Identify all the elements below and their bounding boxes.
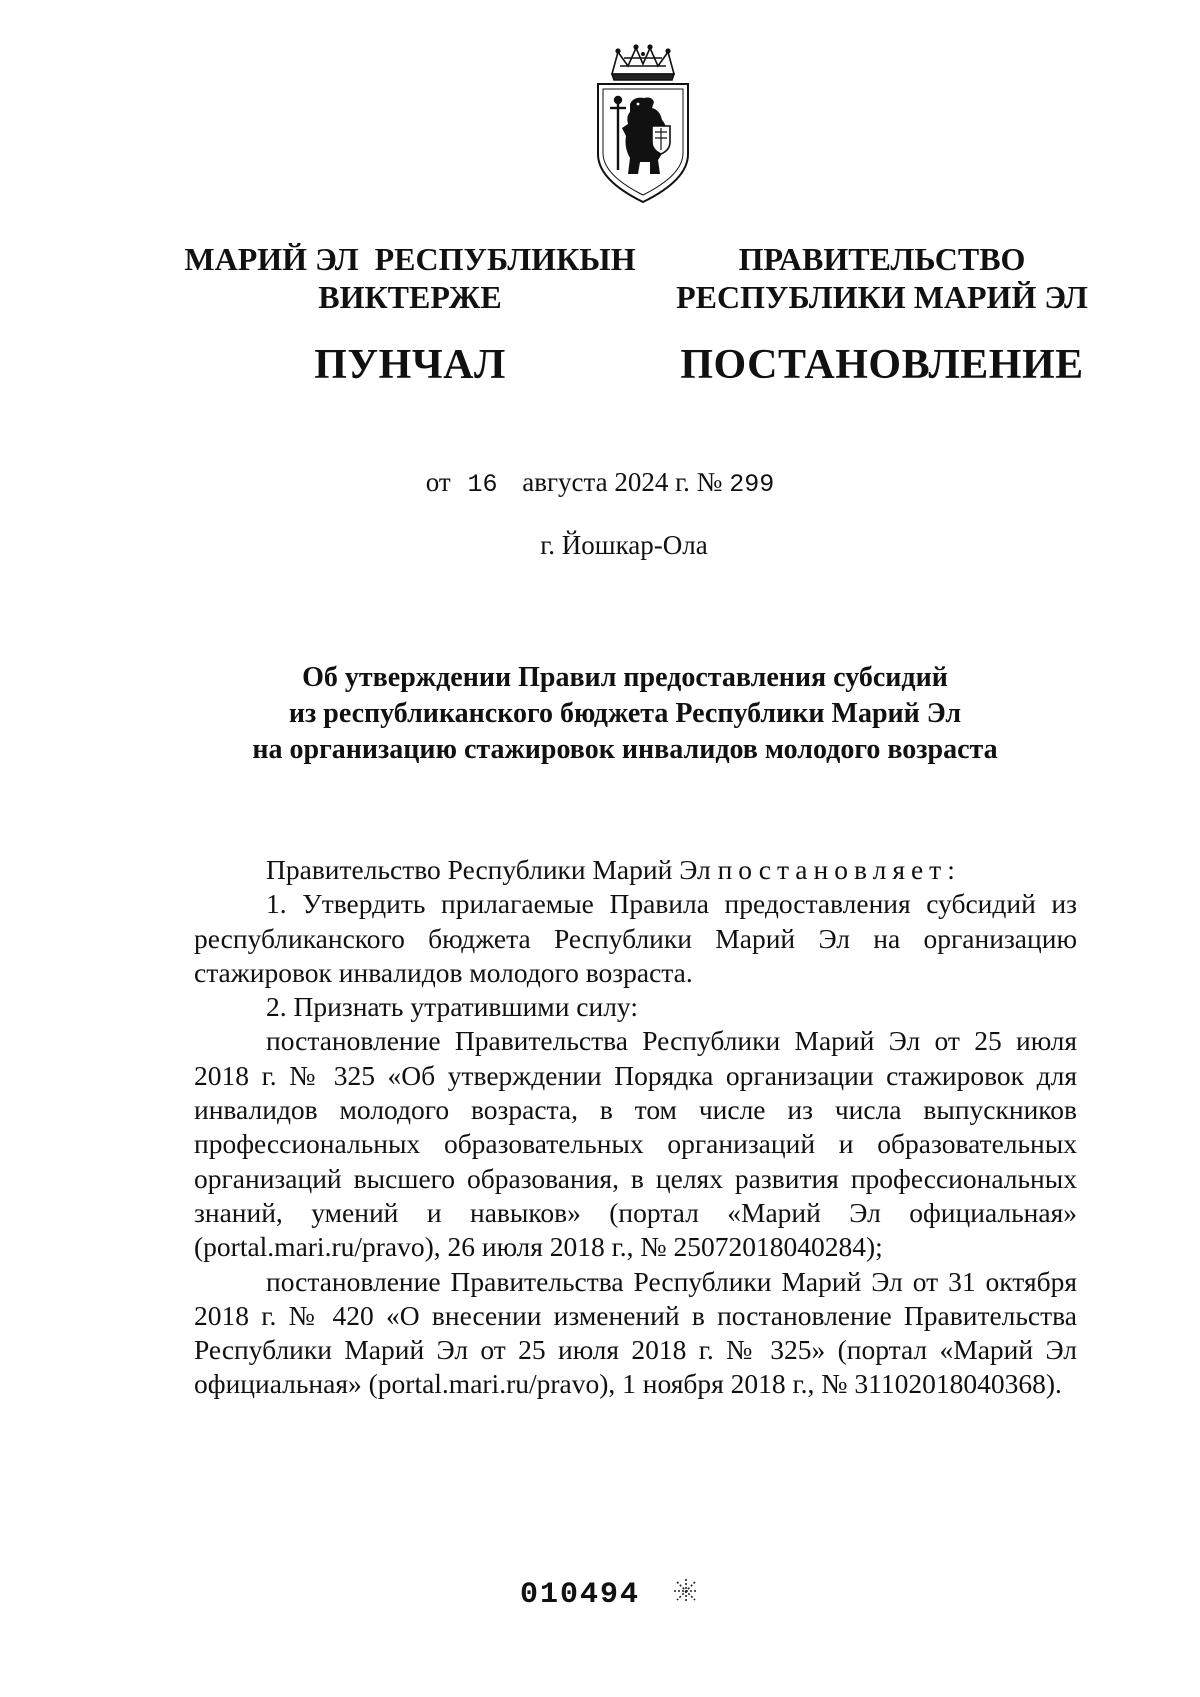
document-title [190,660,1060,768]
intro-resolves: постановляет [717,854,948,885]
date-day: 16 [467,470,498,499]
header-mari-title: ПУНЧАЛ [314,342,506,388]
header-russian-line1: ПРАВИТЕЛЬСТВО [738,241,1026,277]
paragraph-4: постановление Правительства Республики Марий Эл от 31 октября 2018 г. № 420 «О внесении изменений в постановление Правительства Республики Марий Эл от 25 июля 2018 г. № 325» (портал «Марий Эл официальная» (portal.mari.ru/pravo), 1 ноября 2018 г., № 31102018040368). [194,1265,1077,1400]
document-date-line [0,467,1200,499]
intro-paragraph [194,853,1077,887]
header-mari [170,240,650,390]
city: г. Йошкар-Ола [540,530,708,560]
document-body [194,853,1077,1402]
intro-start: Правительство Республики Марий Эл [266,854,711,885]
title-line: Об утверждении Правил предоставления субсидий [302,662,948,693]
title-line: на организацию стажировок инвалидов молодого возраста [252,734,998,765]
paragraph-3: постановление Правительства Республики Марий Эл от 25 июля 2018 г. № 325 «Об утверждении Порядка организации стажировок для инвалидов молодого возраста, в том числе из числа выпускников профессиональных образовательных организаций и образовательных организаций высшего образования, в целях развития профессиональных знаний, умений и навыков» (портал «Марий Эл официальная» (portal.mari.ru/pravo), 26 июля 2018 г., № 25072018040284); [194,1025,1077,1263]
header-russian-line2: РЕСПУБЛИКИ МАРИЙ ЭЛ [676,279,1088,315]
header-mari-line2: ВИКТЕРЖЕ [318,279,502,315]
paragraph-1: 1. Утвердить прилагаемые Правила предоставления субсидий из республиканского бюджета Республики Марий Эл на организацию стажировок инвалидов молодого возраста. [194,888,1077,988]
date-month-year: августа 2024 г. № [522,467,723,497]
header-mari-line1: МАРИЙ ЭЛ РЕСПУБЛИКЫН [184,241,636,277]
date-prefix: от [425,467,451,497]
intro-end: : [947,854,955,885]
document-number: 299 [729,470,775,499]
header-russian [672,240,1092,390]
header-russian-title: ПОСТАНОВЛЕНИЕ [680,342,1084,388]
asterisk-mark-icon [672,1577,700,1605]
coat-of-arms-icon [588,42,698,207]
title-line: из республиканского бюджета Республики Марий Эл [288,698,962,729]
paragraph-2: 2. Признать утратившими силу: [266,991,638,1023]
footer-serial: 010494 [520,1578,641,1612]
